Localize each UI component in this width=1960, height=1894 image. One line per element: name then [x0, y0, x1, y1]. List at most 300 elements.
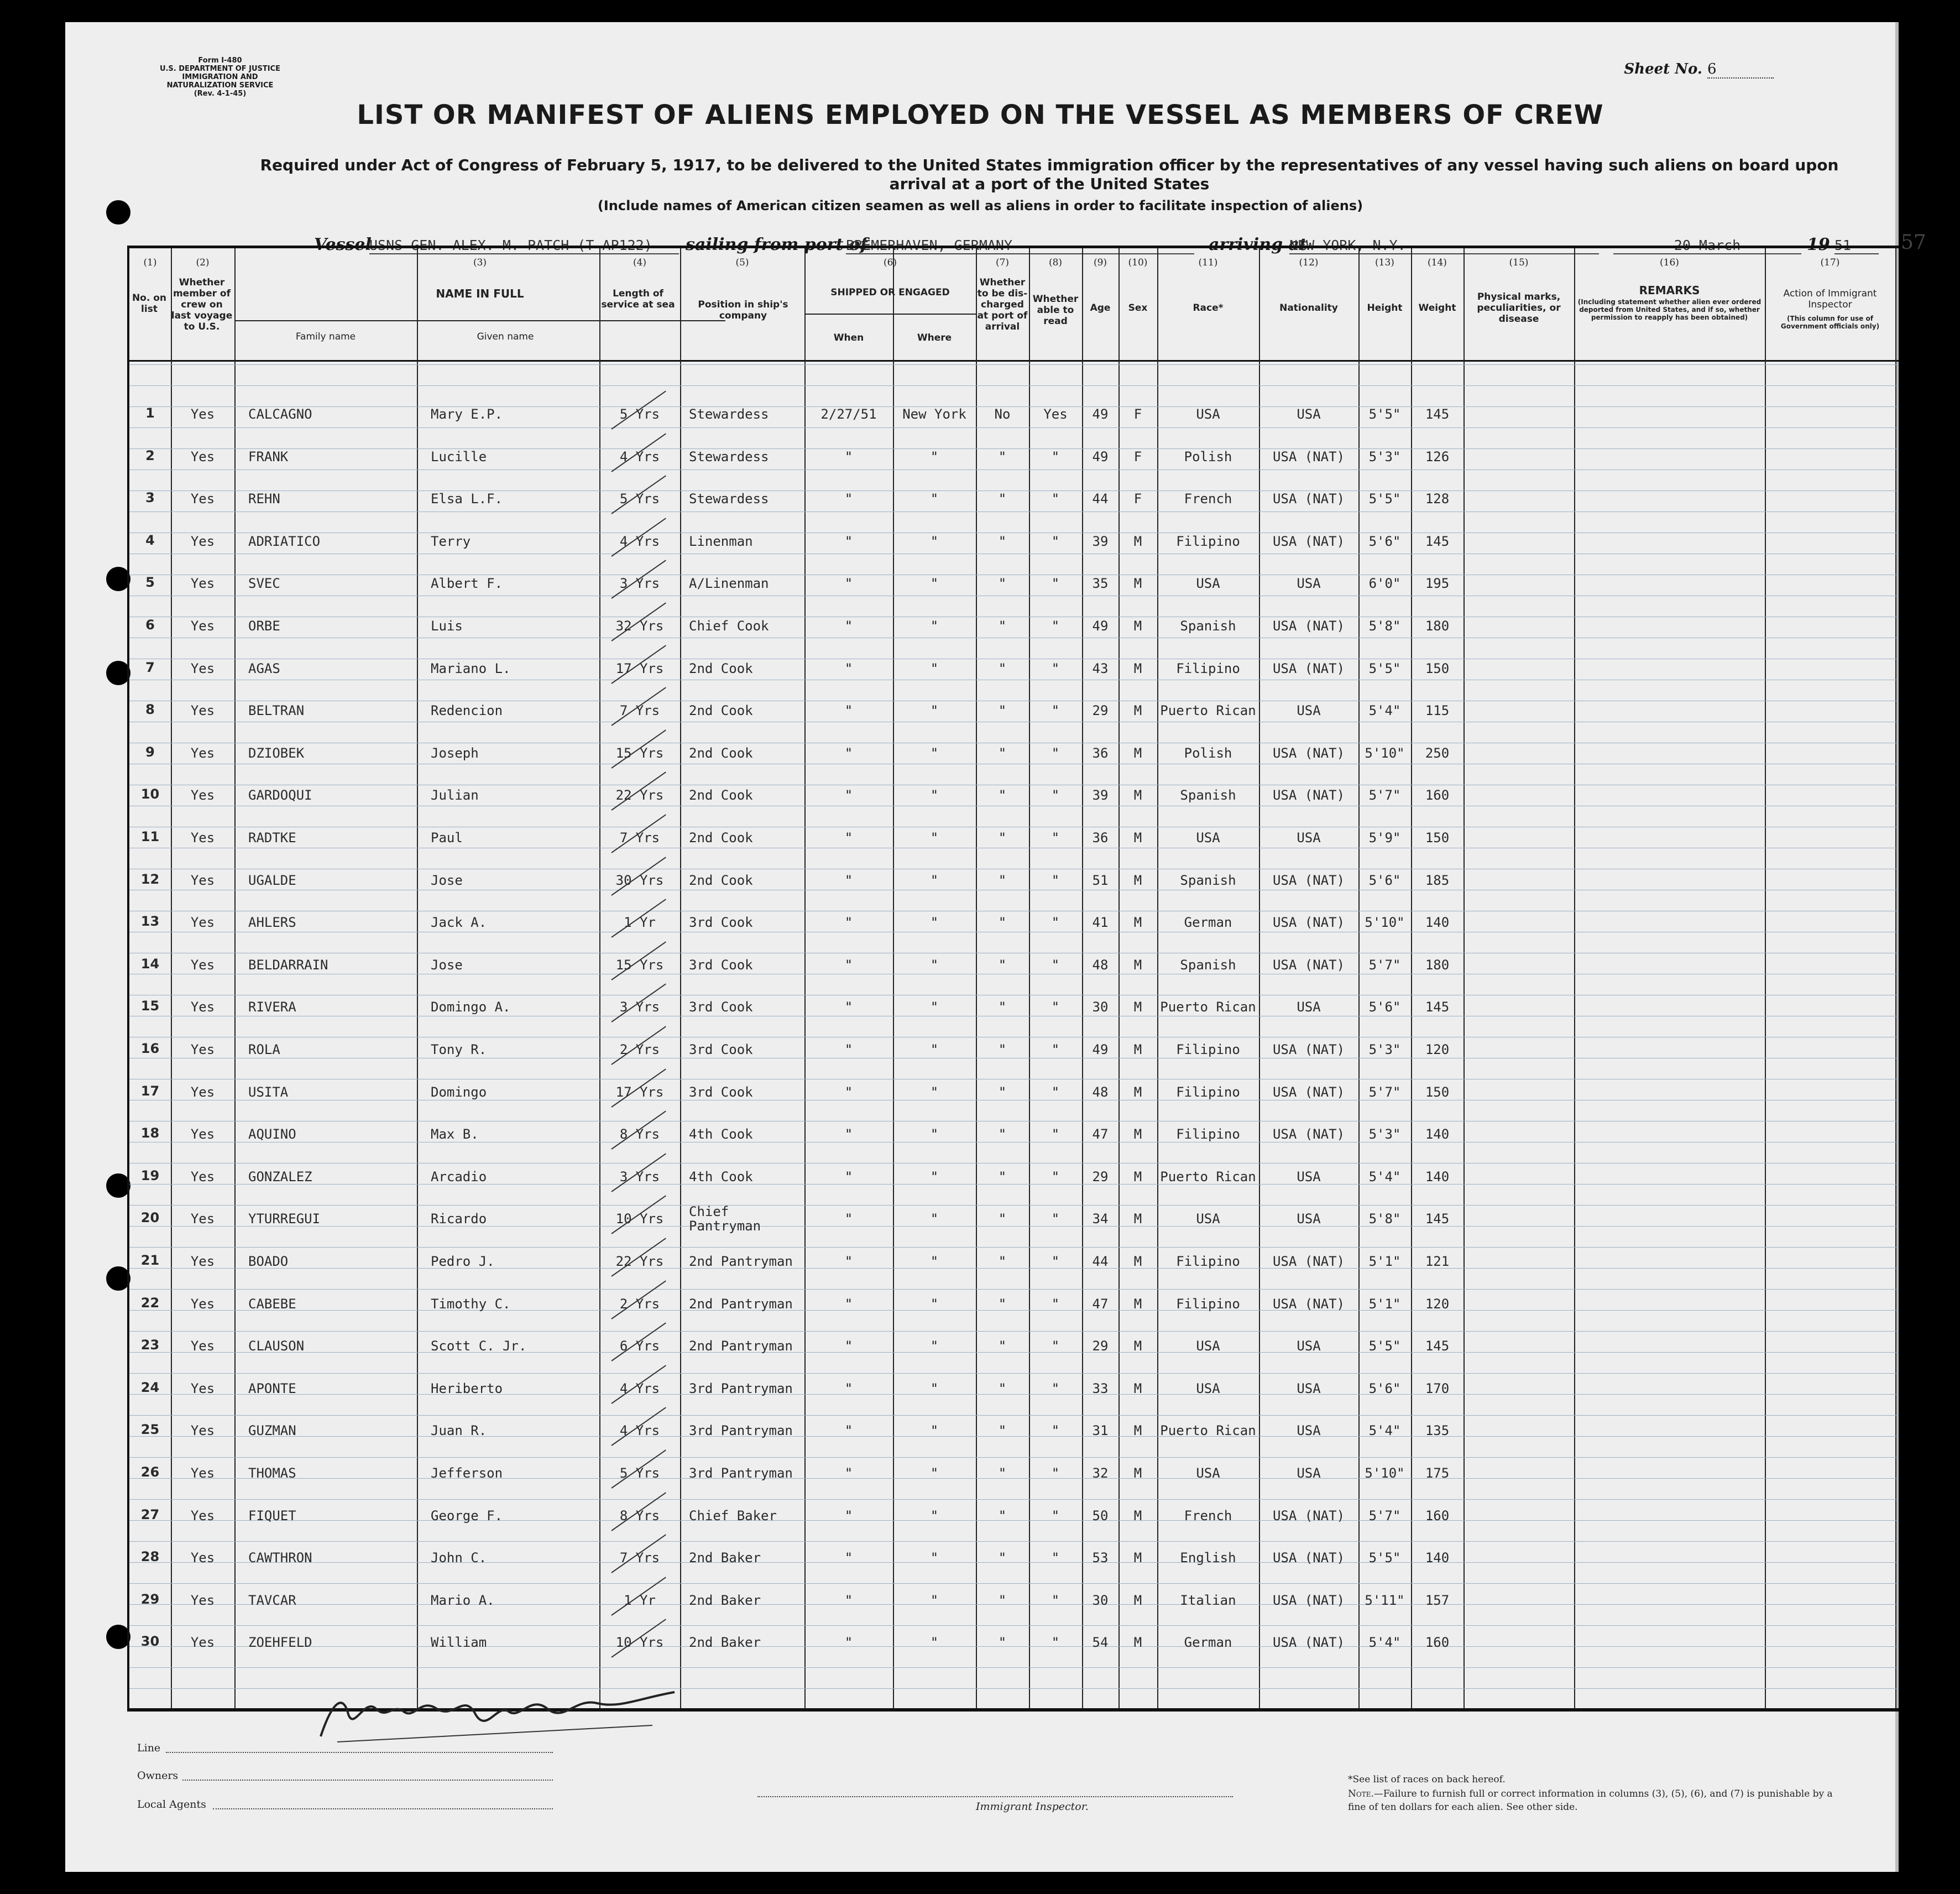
column-number: (5) — [735, 257, 749, 268]
cell-read: " — [1051, 1168, 1060, 1185]
cell-sex: M — [1133, 576, 1142, 592]
cell-crew: Yes — [190, 406, 215, 422]
cell-service: 4 Yrs — [619, 1380, 660, 1396]
cell-discharged: " — [998, 703, 1007, 719]
note-label: Note. — [1348, 1788, 1374, 1799]
cell-where: " — [930, 1465, 939, 1481]
cell-when: " — [844, 830, 853, 846]
cell-discharged: " — [998, 1423, 1007, 1439]
cell-service: 17 Yrs — [615, 660, 664, 676]
cell-position: 3rd Pantryman — [689, 1423, 793, 1439]
column-number: (11) — [1198, 257, 1218, 268]
footer-line-field — [166, 1752, 553, 1753]
cell-nationality: USA — [1297, 1168, 1321, 1185]
cell-weight: 145 — [1425, 1338, 1450, 1354]
page-title: LIST OR MANIFEST OF ALIENS EMPLOYED ON THE VESSEL AS MEMBERS OF CREW — [357, 100, 1604, 131]
column-divider — [680, 248, 681, 1708]
cell-nationality: USA — [1297, 1423, 1321, 1439]
cell-weight: 150 — [1425, 1084, 1450, 1100]
column-divider — [1765, 248, 1766, 1708]
cell-race: German — [1184, 915, 1232, 931]
cell-age: 30 — [1092, 1592, 1109, 1608]
cell-weight: 250 — [1425, 745, 1450, 761]
col-height-header: Height — [1367, 302, 1403, 314]
cell-when: " — [844, 787, 853, 803]
cell-read: " — [1051, 1084, 1060, 1100]
page-subnote: (Include names of American citizen seamen as well as aliens in order to facilitate inspection of aliens) — [597, 198, 1363, 213]
cell-crew: Yes — [190, 787, 215, 803]
cell-race: Spanish — [1180, 618, 1236, 634]
cell-crew: Yes — [190, 1168, 215, 1185]
cell-sex: M — [1133, 1635, 1142, 1651]
cell-nationality: USA — [1297, 1211, 1321, 1227]
cell-no: 14 — [140, 956, 160, 972]
cell-race: Polish — [1184, 448, 1232, 465]
cell-discharged: " — [998, 745, 1007, 761]
cell-age: 31 — [1092, 1423, 1109, 1439]
ruled-line — [129, 1289, 1899, 1290]
cell-height: 6'0" — [1368, 576, 1401, 592]
cell-where: " — [930, 1592, 939, 1608]
cell-age: 53 — [1092, 1550, 1109, 1566]
cell-when: " — [844, 1296, 853, 1312]
column-divider — [1358, 248, 1360, 1708]
cell-given: Redencion — [431, 703, 503, 719]
column-divider — [1029, 248, 1030, 1708]
cell-age: 33 — [1092, 1380, 1109, 1396]
cell-service: 30 Yrs — [615, 872, 664, 888]
cell-race: Polish — [1184, 745, 1232, 761]
cell-age: 48 — [1092, 1084, 1109, 1100]
cell-weight: 140 — [1425, 915, 1450, 931]
cell-weight: 120 — [1425, 1042, 1450, 1057]
cell-sex: M — [1133, 533, 1142, 549]
col-remarks-header: REMARKS — [1639, 284, 1700, 297]
cell-height: 5'6" — [1368, 999, 1401, 1015]
cell-where: " — [930, 1042, 939, 1057]
form-header-block — [148, 56, 292, 98]
cell-weight: 145 — [1425, 999, 1450, 1015]
cell-crew: Yes — [190, 1296, 215, 1312]
cell-age: 49 — [1092, 448, 1109, 465]
cell-when: " — [844, 1042, 853, 1057]
col-sex-header: Sex — [1128, 302, 1148, 314]
cell-position: 2nd Baker — [689, 1550, 761, 1566]
header-divider — [129, 360, 1899, 362]
cell-discharged: " — [998, 999, 1007, 1015]
cell-height: 5'10" — [1365, 1465, 1405, 1481]
cell-service: 15 Yrs — [615, 957, 664, 973]
cell-crew: Yes — [190, 1084, 215, 1100]
cell-weight: 145 — [1425, 406, 1450, 422]
cell-where: " — [930, 1211, 939, 1227]
cell-where: " — [930, 830, 939, 846]
cell-family: THOMAS — [248, 1465, 296, 1481]
cell-position: 4th Cook — [689, 1126, 753, 1142]
cell-service: 1 Yr — [624, 915, 656, 931]
cell-family: RIVERA — [248, 999, 296, 1015]
cell-family: ADRIATICO — [248, 533, 321, 549]
cell-read: " — [1051, 1380, 1060, 1396]
cell-when: " — [844, 660, 853, 676]
cell-nationality: USA — [1297, 1465, 1321, 1481]
cell-when: " — [844, 1423, 853, 1439]
punch-hole — [106, 200, 130, 225]
cell-crew: Yes — [190, 872, 215, 888]
cell-position: 2nd Pantryman — [689, 1338, 793, 1354]
cell-nationality: USA (NAT) — [1272, 1296, 1345, 1312]
ruled-line — [129, 1331, 1899, 1332]
cell-given: Juan R. — [431, 1423, 487, 1439]
cell-where: " — [930, 1296, 939, 1312]
cell-position: Chief Pantryman — [689, 1204, 761, 1234]
cell-service: 2 Yrs — [619, 1296, 660, 1312]
column-number: (13) — [1375, 257, 1394, 268]
cell-discharged: " — [998, 491, 1007, 507]
cell-discharged: " — [998, 576, 1007, 592]
col-physical-header: Physical marks, peculiarities, or disease — [1477, 291, 1561, 325]
cell-discharged: " — [998, 1465, 1007, 1481]
cell-age: 35 — [1092, 576, 1109, 592]
cell-family: SVEC — [248, 576, 280, 592]
cell-given: Jefferson — [431, 1465, 503, 1481]
cell-discharged: " — [998, 1507, 1007, 1523]
ruled-line — [129, 1499, 1899, 1500]
cell-when: " — [844, 1168, 853, 1185]
cell-no: 2 — [145, 447, 155, 463]
cell-weight: 180 — [1425, 618, 1450, 634]
cell-race: Spanish — [1180, 957, 1236, 973]
cell-position: 2nd Pantryman — [689, 1296, 793, 1312]
cell-age: 47 — [1092, 1126, 1109, 1142]
cell-age: 44 — [1092, 491, 1109, 507]
cell-position: A/Linenman — [689, 576, 769, 592]
cell-no: 27 — [140, 1506, 160, 1522]
col-race-header: Race* — [1193, 302, 1224, 314]
cell-sex: M — [1133, 1423, 1142, 1439]
cell-position: Chief Baker — [689, 1507, 777, 1523]
cell-read: " — [1051, 872, 1060, 888]
cell-nationality: USA — [1297, 1380, 1321, 1396]
cell-race: Filipino — [1176, 660, 1240, 676]
cell-where: " — [930, 872, 939, 888]
cell-sex: M — [1133, 1338, 1142, 1354]
column-divider — [1574, 248, 1575, 1708]
cell-nationality: USA (NAT) — [1272, 1254, 1345, 1269]
column-number: (6) — [883, 257, 897, 268]
cell-age: 49 — [1092, 1042, 1109, 1057]
column-divider — [599, 248, 600, 1708]
cell-weight: 195 — [1425, 576, 1450, 592]
cell-nationality: USA — [1297, 703, 1321, 719]
cell-nationality: USA (NAT) — [1272, 872, 1345, 888]
sheet-number-field — [1624, 61, 1774, 79]
cell-given: Ricardo — [431, 1211, 487, 1227]
cell-read: " — [1051, 957, 1060, 973]
col-position-header: Position in ship's company — [698, 299, 788, 321]
cell-where: " — [930, 533, 939, 549]
cell-service: 7 Yrs — [619, 830, 660, 846]
cell-discharged: " — [998, 1254, 1007, 1269]
cell-position: 2nd Cook — [689, 660, 753, 676]
cell-family: ROLA — [248, 1042, 280, 1057]
cell-read: " — [1051, 660, 1060, 676]
cell-read: " — [1051, 448, 1060, 465]
cell-weight: 120 — [1425, 1296, 1450, 1312]
cell-position: 2nd Cook — [689, 830, 753, 846]
cell-nationality: USA (NAT) — [1272, 1550, 1345, 1566]
cell-race: USA — [1196, 1380, 1220, 1396]
cell-read: " — [1051, 1254, 1060, 1269]
cell-height: 5'6" — [1368, 533, 1401, 549]
cell-discharged: " — [998, 957, 1007, 973]
cell-read: " — [1051, 703, 1060, 719]
cell-nationality: USA (NAT) — [1272, 660, 1345, 676]
cell-crew: Yes — [190, 1550, 215, 1566]
cell-discharged: " — [998, 1126, 1007, 1142]
ruled-line — [129, 1247, 1899, 1248]
cell-race: French — [1184, 1507, 1232, 1523]
cell-position: 3rd Cook — [689, 1084, 753, 1100]
footer-owners-field — [182, 1780, 553, 1781]
ruled-line — [129, 1625, 1899, 1626]
column-divider — [1411, 248, 1412, 1708]
cell-crew: Yes — [190, 448, 215, 465]
cell-crew: Yes — [190, 1338, 215, 1354]
cell-height: 5'6" — [1368, 1380, 1401, 1396]
cell-position: Stewardess — [689, 406, 769, 422]
cell-discharged: " — [998, 1635, 1007, 1651]
cell-read: " — [1051, 1507, 1060, 1523]
cell-nationality: USA (NAT) — [1272, 1084, 1345, 1100]
cell-no: 7 — [145, 659, 155, 675]
cell-read: Yes — [1043, 406, 1068, 422]
cell-position: 2nd Cook — [689, 703, 753, 719]
cell-no: 19 — [140, 1167, 160, 1183]
cell-no: 1 — [145, 405, 155, 421]
note-text: —Failure to furnish full or correct information in columns (3), (5), (6), and (7) is punishable by a fine of ten dollars for each alien. See other side. — [1348, 1788, 1833, 1813]
cell-crew: Yes — [190, 660, 215, 676]
cell-where: " — [930, 1084, 939, 1100]
cell-age: 41 — [1092, 915, 1109, 931]
cell-sex: M — [1133, 1126, 1142, 1142]
cell-height: 5'7" — [1368, 1507, 1401, 1523]
cell-sex: M — [1133, 1465, 1142, 1481]
cell-sex: M — [1133, 1592, 1142, 1608]
cell-service: 3 Yrs — [619, 999, 660, 1015]
column-number: (10) — [1128, 257, 1148, 268]
cell-read: " — [1051, 1296, 1060, 1312]
cell-sex: M — [1133, 830, 1142, 846]
cell-family: BOADO — [248, 1254, 289, 1269]
cell-no: 30 — [140, 1634, 160, 1650]
cell-family: AHLERS — [248, 915, 296, 931]
cell-where: New York — [902, 406, 966, 422]
cell-race: Italian — [1180, 1592, 1236, 1608]
col-remarks-note: (Including statement whether alien ever ordered deported from United States, and if so, whether permission to reapply has been obtained) — [1577, 298, 1762, 321]
cell-height: 5'5" — [1368, 491, 1401, 507]
cell-sex: M — [1133, 1296, 1142, 1312]
ruled-line — [129, 1205, 1899, 1206]
cell-position: 3rd Pantryman — [689, 1465, 793, 1481]
cell-service: 5 Yrs — [619, 491, 660, 507]
cell-nationality: USA — [1297, 830, 1321, 846]
column-number: (16) — [1660, 257, 1679, 268]
cell-position: Linenman — [689, 533, 753, 549]
column-number: (7) — [995, 257, 1010, 268]
cell-position: 2nd Pantryman — [689, 1254, 793, 1269]
cell-height: 5'1" — [1368, 1296, 1401, 1312]
cell-race: USA — [1196, 1465, 1220, 1481]
cell-family: BELDARRAIN — [248, 957, 328, 973]
cell-sex: M — [1133, 787, 1142, 803]
cell-crew: Yes — [190, 703, 215, 719]
cell-race: USA — [1196, 830, 1220, 846]
cell-service: 6 Yrs — [619, 1338, 660, 1354]
cell-service: 10 Yrs — [615, 1635, 664, 1651]
column-number: (8) — [1048, 257, 1063, 268]
cell-where: " — [930, 1254, 939, 1269]
cell-where: " — [930, 1380, 939, 1396]
cell-no: 8 — [145, 702, 155, 718]
column-divider — [976, 248, 977, 1708]
revision: (Rev. 4-1-45) — [194, 90, 247, 98]
cell-sex: F — [1133, 406, 1142, 422]
vessel-label: Vessel — [314, 235, 372, 254]
cell-read: " — [1051, 1042, 1060, 1057]
cell-sex: F — [1133, 491, 1142, 507]
name-subheader-line — [234, 320, 725, 321]
cell-age: 29 — [1092, 1168, 1109, 1185]
cell-crew: Yes — [190, 1254, 215, 1269]
cell-sex: M — [1133, 1380, 1142, 1396]
cell-position: 2nd Cook — [689, 787, 753, 803]
cell-height: 5'7" — [1368, 787, 1401, 803]
cell-family: FIQUET — [248, 1507, 296, 1523]
cell-race: Filipino — [1176, 1254, 1240, 1269]
cell-service: 10 Yrs — [615, 1211, 664, 1227]
cell-family: ORBE — [248, 618, 280, 634]
ruled-line — [129, 385, 1899, 386]
cell-height: 5'5" — [1368, 1550, 1401, 1566]
cell-when: " — [844, 1550, 853, 1566]
cell-crew: Yes — [190, 999, 215, 1015]
cell-weight: 135 — [1425, 1423, 1450, 1439]
column-number: (14) — [1428, 257, 1447, 268]
cell-nationality: USA (NAT) — [1272, 745, 1345, 761]
cell-discharged: " — [998, 660, 1007, 676]
cell-read: " — [1051, 915, 1060, 931]
footer-agents-field — [213, 1808, 553, 1809]
cell-when: " — [844, 491, 853, 507]
cell-given: Lucille — [431, 448, 487, 465]
cell-family: CAWTHRON — [248, 1550, 312, 1566]
cell-where: " — [930, 660, 939, 676]
cell-when: " — [844, 448, 853, 465]
cell-family: GUZMAN — [248, 1423, 296, 1439]
cell-crew: Yes — [190, 533, 215, 549]
cell-family: FRANK — [248, 448, 289, 465]
column-number: (17) — [1820, 257, 1840, 268]
col-discharged-header: Whether to be dis-charged at port of arrival — [977, 277, 1028, 332]
cell-height: 5'8" — [1368, 618, 1401, 634]
cell-race: Filipino — [1176, 1296, 1240, 1312]
cell-service: 3 Yrs — [619, 576, 660, 592]
cell-discharged: " — [998, 1211, 1007, 1227]
cell-read: " — [1051, 1126, 1060, 1142]
cell-weight: 140 — [1425, 1126, 1450, 1142]
cell-nationality: USA (NAT) — [1272, 491, 1345, 507]
cell-read: " — [1051, 1550, 1060, 1566]
cell-age: 48 — [1092, 957, 1109, 973]
cell-discharged: " — [998, 1338, 1007, 1354]
cell-race: Filipino — [1176, 533, 1240, 549]
cell-race: German — [1184, 1635, 1232, 1651]
cell-weight: 150 — [1425, 830, 1450, 846]
cell-height: 5'6" — [1368, 872, 1401, 888]
cell-sex: M — [1133, 999, 1142, 1015]
cell-crew: Yes — [190, 915, 215, 931]
column-number: (12) — [1299, 257, 1319, 268]
cell-weight: 160 — [1425, 787, 1450, 803]
cell-family: CALCAGNO — [248, 406, 312, 422]
cell-position: 3rd Cook — [689, 957, 753, 973]
cell-crew: Yes — [190, 957, 215, 973]
cell-crew: Yes — [190, 830, 215, 846]
year-prefix: 19 — [1807, 235, 1830, 254]
cell-given: Paul — [431, 830, 463, 846]
cell-where: " — [930, 1126, 939, 1142]
cell-crew: Yes — [190, 618, 215, 634]
cell-family: AQUINO — [248, 1126, 296, 1142]
cell-race: USA — [1196, 576, 1220, 592]
cell-when: " — [844, 533, 853, 549]
ruled-line — [129, 1583, 1899, 1584]
cell-age: 29 — [1092, 703, 1109, 719]
cell-crew: Yes — [190, 1592, 215, 1608]
cell-position: 2nd Cook — [689, 745, 753, 761]
cell-age: 49 — [1092, 618, 1109, 634]
cell-given: Elsa L.F. — [431, 491, 503, 507]
cell-discharged: " — [998, 533, 1007, 549]
cell-age: 51 — [1092, 872, 1109, 888]
cell-weight: 175 — [1425, 1465, 1450, 1481]
cell-height: 5'1" — [1368, 1254, 1401, 1269]
cell-when: " — [844, 1338, 853, 1354]
shipped-subheader-line — [804, 314, 976, 315]
cell-when: " — [844, 618, 853, 634]
cell-no: 25 — [140, 1422, 160, 1438]
cell-age: 39 — [1092, 533, 1109, 549]
cell-discharged: " — [998, 1380, 1007, 1396]
cell-service: 8 Yrs — [619, 1126, 660, 1142]
cell-given: William — [431, 1635, 487, 1651]
cell-when: " — [844, 915, 853, 931]
cell-read: " — [1051, 576, 1060, 592]
cell-age: 44 — [1092, 1254, 1109, 1269]
column-number: (2) — [196, 257, 210, 268]
cell-where: " — [930, 703, 939, 719]
cell-position: 3rd Cook — [689, 915, 753, 931]
cell-service: 22 Yrs — [615, 1254, 664, 1269]
cell-discharged: " — [998, 830, 1007, 846]
cell-age: 29 — [1092, 1338, 1109, 1354]
cell-age: 39 — [1092, 787, 1109, 803]
cell-position: 4th Cook — [689, 1168, 753, 1185]
cell-no: 13 — [140, 914, 160, 930]
cell-crew: Yes — [190, 1126, 215, 1142]
cell-sex: M — [1133, 1254, 1142, 1269]
